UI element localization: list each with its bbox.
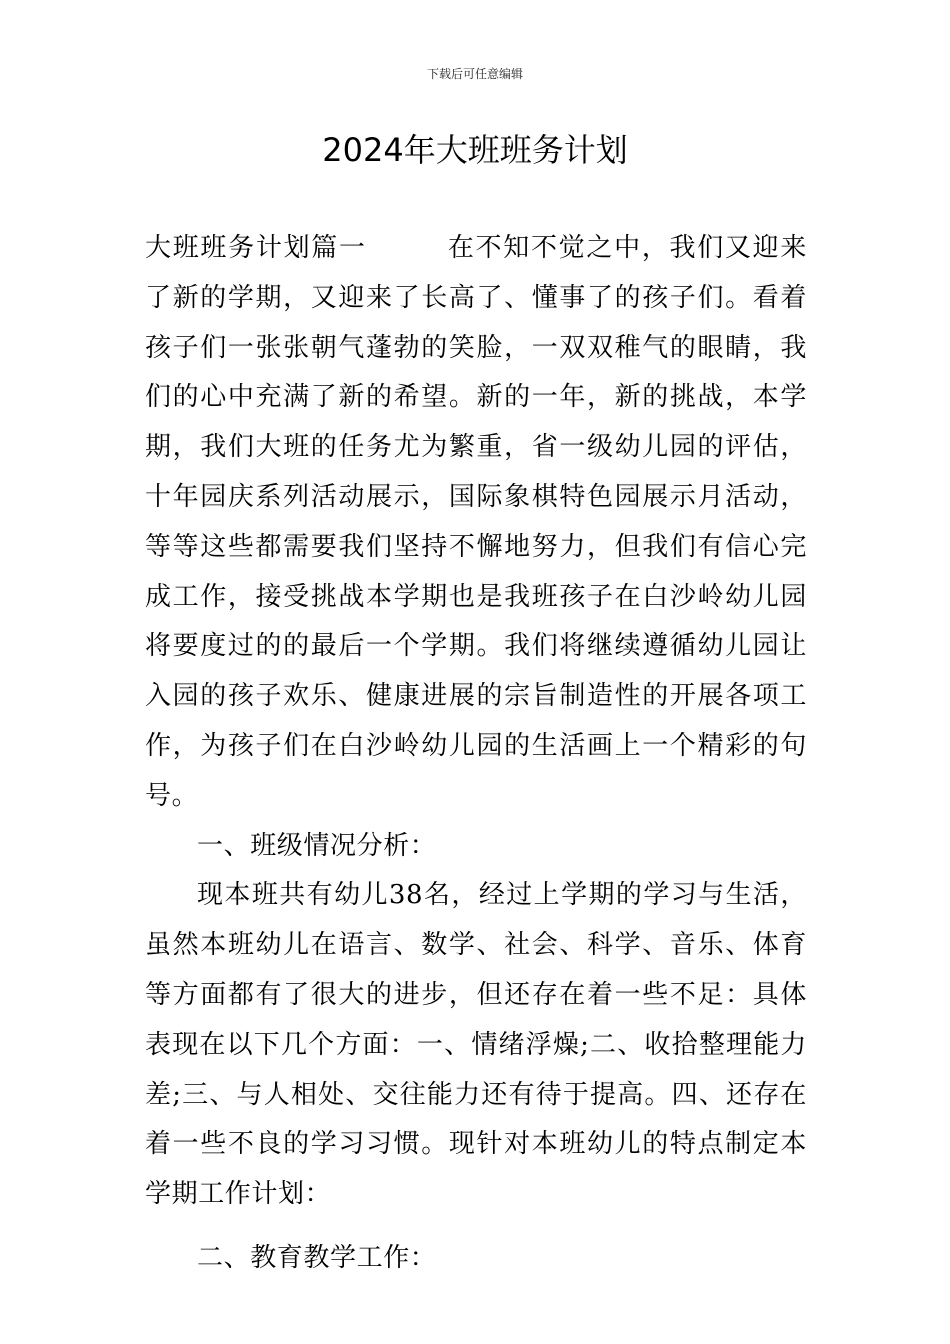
document-body [145, 224, 807, 1284]
section-heading-class-analysis: 一、班级情况分析： [197, 830, 437, 861]
intro-label: 大班班务计划篇一 [145, 233, 367, 263]
intro-text: 在不知不觉之中，我们又迎来了新的学期，又迎来了长高了、懂事了的孩子们。看着孩子们一张张朝气蓬勃的笑脸，一双双稚气的眼睛，我们的心中充满了新的希望。新的一年，新的挑战，本学期，我们大班的任务尤为繁重，省一级幼儿园的评估，十年园庆系列活动展示，国际象棋特色园展示月活动，等等这些都需要我们坚持不懈地努力，但我们有信心完成工作，接受挑战本学期也是我班孩子在白沙岭幼儿园将要度过的的最后一个学期。我们将继续遵循幼儿园让入园的孩子欢乐、健康进展的宗旨制造性的开展各项工作，为孩子们在白沙岭幼儿园的生活画上一个精彩的句号。 [145, 233, 807, 811]
intro-paragraph [145, 224, 807, 822]
document-title: 2024年大班班务计划 [322, 131, 628, 169]
section-heading-teaching-work: 二、教育教学工作： [197, 1242, 437, 1273]
class-analysis-paragraph: 现本班共有幼儿38名，经过上学期的学习与生活，虽然本班幼儿在语言、数学、社会、科学、音乐、体育等方面都有了很大的进步，但还存在着一些不足：具体表现在以下几个方面：一、情绪浮燥;二、收拾整理能力差;三、与人相处、交往能力还有待于提高。四、还存在着一些不良的学习习惯。现针对本班幼儿的特点制定本学期工作计划： [145, 880, 807, 1210]
page-header-note: 下载后可任意编辑 [426, 67, 523, 81]
